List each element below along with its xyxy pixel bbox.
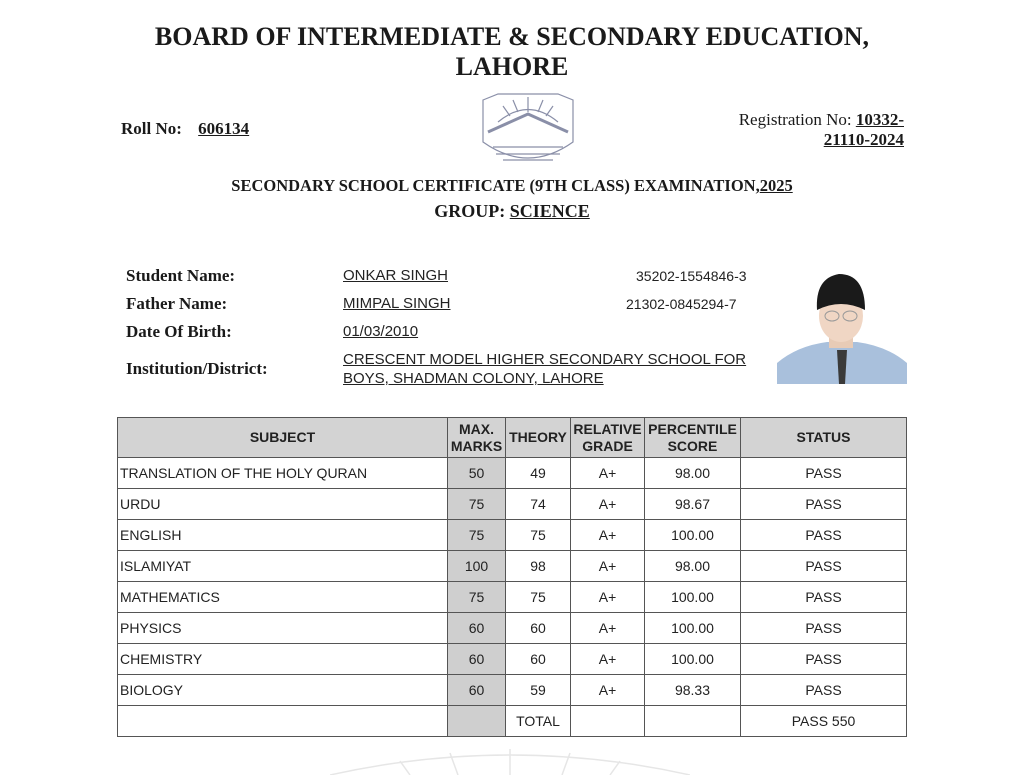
cell-subject: MATHEMATICS xyxy=(118,582,448,613)
cell-subject: URDU xyxy=(118,489,448,520)
table-row xyxy=(118,551,907,582)
roll-label: Roll No: xyxy=(121,119,182,138)
roll-value: 606134 xyxy=(198,119,250,138)
cell-status: PASS xyxy=(741,520,907,551)
table-row xyxy=(118,520,907,551)
group-value: SCIENCE xyxy=(509,201,590,221)
cell-grade: A+ xyxy=(571,551,645,582)
cell-theory: 60 xyxy=(506,644,571,675)
board-logo-icon xyxy=(478,92,578,172)
group-label: GROUP: xyxy=(434,201,506,221)
header-max-2: MARKS xyxy=(450,437,503,454)
total-empty xyxy=(118,706,448,737)
reg-label: Registration No: xyxy=(738,110,852,129)
reg-value-2: 21110-2024 xyxy=(823,130,904,149)
cell-grade: A+ xyxy=(571,644,645,675)
cell-subject: ISLAMIYAT xyxy=(118,551,448,582)
cell-subject: CHEMISTRY xyxy=(118,644,448,675)
cell-grade: A+ xyxy=(571,458,645,489)
cell-grade: A+ xyxy=(571,489,645,520)
cell-percentile: 100.00 xyxy=(645,582,741,613)
table-row xyxy=(118,675,907,706)
cell-status: PASS xyxy=(741,551,907,582)
header-pct-2: SCORE xyxy=(667,437,718,454)
cell-grade: A+ xyxy=(571,582,645,613)
cell-theory: 75 xyxy=(506,582,571,613)
cell-status: PASS xyxy=(741,489,907,520)
cell-percentile: 98.33 xyxy=(645,675,741,706)
board-title xyxy=(0,22,1024,82)
header-grade-2: GRADE xyxy=(582,437,633,454)
cell-max-marks: 75 xyxy=(448,582,506,613)
header-max-marks xyxy=(448,418,506,458)
cell-subject: PHYSICS xyxy=(118,613,448,644)
cell-subject: ENGLISH xyxy=(118,520,448,551)
dob-label: Date Of Birth: xyxy=(126,322,232,341)
cell-max-marks: 50 xyxy=(448,458,506,489)
cell-percentile: 98.67 xyxy=(645,489,741,520)
group xyxy=(0,201,1024,222)
reg-value-1: 10332- xyxy=(855,110,904,129)
cell-status: PASS xyxy=(741,458,907,489)
student-name-label: Student Name: xyxy=(126,266,236,285)
cell-subject: BIOLOGY xyxy=(118,675,448,706)
cell-percentile: 100.00 xyxy=(645,644,741,675)
header-grade-1: RELATIVE xyxy=(573,420,642,437)
registration-no xyxy=(714,110,904,150)
cell-max-marks: 60 xyxy=(448,675,506,706)
institution-label: Institution/District: xyxy=(126,359,268,378)
cell-max-marks: 100 xyxy=(448,551,506,582)
total-row xyxy=(118,706,907,737)
exam-year: 2025 xyxy=(759,176,793,195)
cell-theory: 74 xyxy=(506,489,571,520)
cell-max-marks: 60 xyxy=(448,613,506,644)
cell-theory: 59 xyxy=(506,675,571,706)
exam-title xyxy=(0,176,1024,196)
cell-status: PASS xyxy=(741,613,907,644)
cell-theory: 60 xyxy=(506,613,571,644)
table-row xyxy=(118,644,907,675)
cell-grade: A+ xyxy=(571,520,645,551)
table-row xyxy=(118,582,907,613)
table-row xyxy=(118,489,907,520)
cell-max-marks: 60 xyxy=(448,644,506,675)
institution-line-2: BOYS, SHADMAN COLONY, LAHORE xyxy=(343,370,604,387)
cell-percentile: 100.00 xyxy=(645,613,741,644)
total-label: TOTAL xyxy=(506,706,571,737)
title-line-2: LAHORE xyxy=(455,52,569,81)
father-cnic: 21302-0845294-7 xyxy=(626,296,737,312)
cell-max-marks: 75 xyxy=(448,489,506,520)
cell-theory: 75 xyxy=(506,520,571,551)
header-status: STATUS xyxy=(741,418,907,458)
student-name: ONKAR SINGH xyxy=(343,267,449,284)
table-row xyxy=(118,613,907,644)
father-name-label: Father Name: xyxy=(126,294,228,313)
total-status: PASS 550 xyxy=(741,706,907,737)
watermark-logo-icon xyxy=(330,745,690,775)
table-row xyxy=(118,458,907,489)
cell-grade: A+ xyxy=(571,675,645,706)
cell-grade: A+ xyxy=(571,613,645,644)
cell-percentile: 100.00 xyxy=(645,520,741,551)
header-pct-1: PERCENTILE xyxy=(648,420,737,437)
exam-name: SECONDARY SCHOOL CERTIFICATE (9TH CLASS) EXAMINATION, xyxy=(231,176,760,195)
institution-line-1: CRESCENT MODEL HIGHER SECONDARY SCHOOL FOR xyxy=(343,351,747,368)
roll-no xyxy=(121,119,249,139)
cell-theory: 98 xyxy=(506,551,571,582)
marks-table xyxy=(117,417,907,737)
dob: 01/03/2010 xyxy=(343,323,419,340)
cell-subject: TRANSLATION OF THE HOLY QURAN xyxy=(118,458,448,489)
father-name: MIMPAL SINGH xyxy=(343,295,451,312)
cell-percentile: 98.00 xyxy=(645,458,741,489)
cell-status: PASS xyxy=(741,675,907,706)
header-theory: THEORY xyxy=(506,418,571,458)
total-grade xyxy=(571,706,645,737)
title-line-1: BOARD OF INTERMEDIATE & SECONDARY EDUCATION, xyxy=(154,22,870,51)
institution xyxy=(343,350,746,388)
student-cnic: 35202-1554846-3 xyxy=(636,268,747,284)
table-header-row xyxy=(118,418,907,458)
total-max xyxy=(448,706,506,737)
header-subject: SUBJECT xyxy=(118,418,448,458)
cell-theory: 49 xyxy=(506,458,571,489)
cell-percentile: 98.00 xyxy=(645,551,741,582)
header-max-1: MAX. xyxy=(459,420,494,437)
cell-max-marks: 75 xyxy=(448,520,506,551)
cell-status: PASS xyxy=(741,644,907,675)
cell-status: PASS xyxy=(741,582,907,613)
header-percentile xyxy=(645,418,741,458)
student-photo xyxy=(777,268,907,384)
total-pct xyxy=(645,706,741,737)
header-grade xyxy=(571,418,645,458)
